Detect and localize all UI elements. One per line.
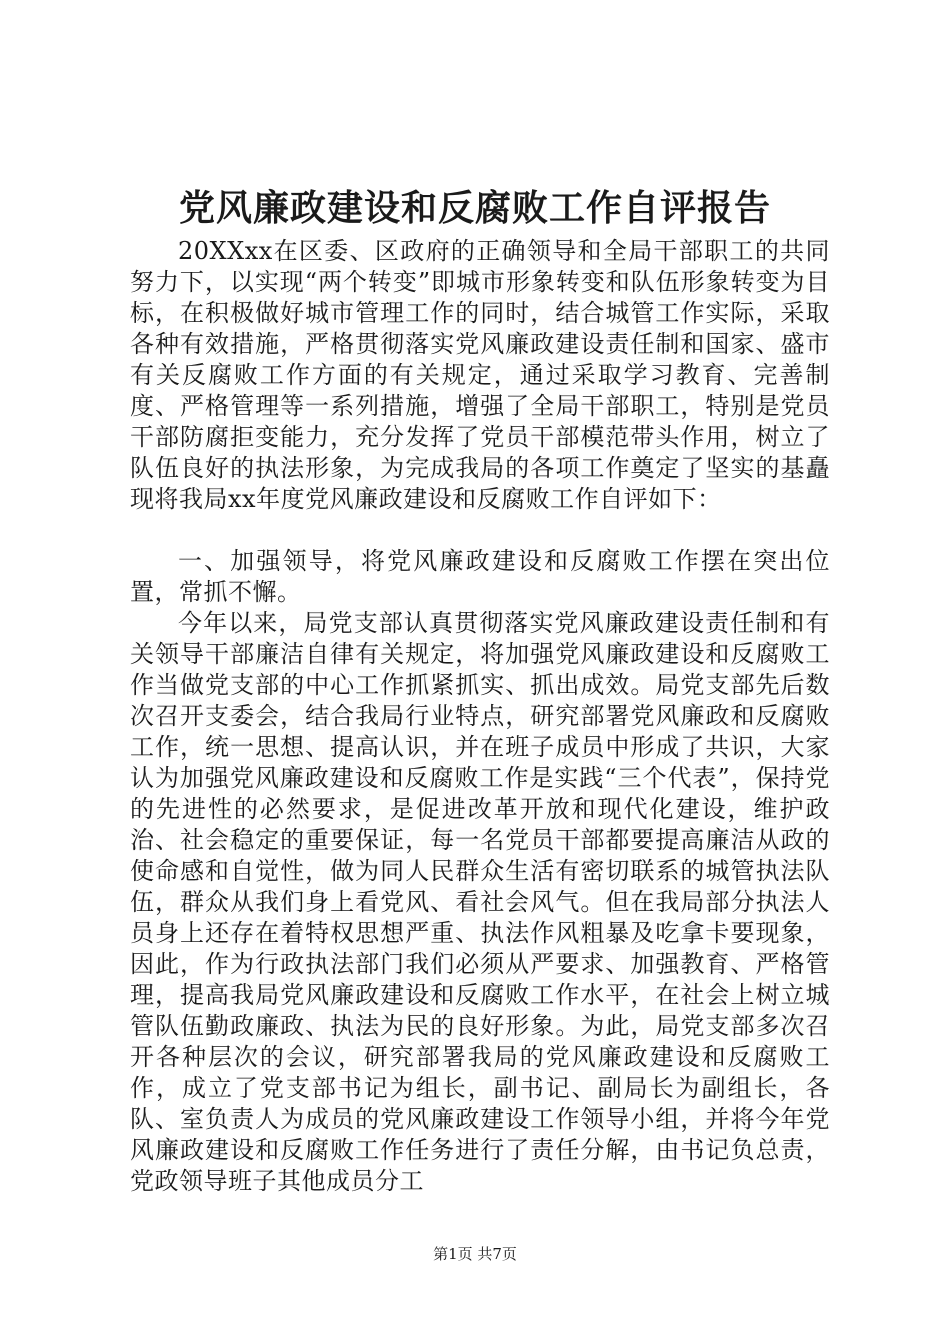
page-number: 第1页 共7页 xyxy=(433,1245,517,1263)
intro-paragraph: 20XXxx在区委、区政府的正确领导和全局干部职工的共同努力下，以实现“两个转变”即城市形象转变和队伍形象转变为目标，在积极做好城市管理工作的同时，结合城管工作实际，采取各种有效措施，严格贯彻落实党风廉政建设责任制和国家、盛市有关反腐败工作方面的有关规定，通过采取学习教育、完善制度、严格管理等一系列措施，增强了全局干部职工，特别是党员干部防腐拒变能力，充分发挥了党员干部模范带头作用，树立了队伍良好的执法形象，为完成我局的各项工作奠定了坚实的基矗现将我局xx年度党风廉政建设和反腐败工作自评如下： xyxy=(130,237,830,513)
document-body xyxy=(130,236,830,1197)
section-heading-1: 一、加强领导，将党风廉政建设和反腐败工作摆在突出位置，常抓不懈。 xyxy=(130,547,830,606)
section-1-paragraph: 今年以来，局党支部认真贯彻落实党风廉政建设责任制和有关领导干部廉洁自律有关规定，将加强党风廉政建设和反腐败工作当做党支部的中心工作抓紧抓实、抓出成效。局党支部先后数次召开支委会，结合我局行业特点，研究部署党风廉政和反腐败工作，统一思想、提高认识，并在班子成员中形成了共识，大家认为加强党风廉政建设和反腐败工作是实践“三个代表”，保持党的先进性的必然要求，是促进改革开放和现代化建设，维护政治、社会稳定的重要保证，每一名党员干部都要提高廉洁从政的使命感和自觉性，做为同人民群众生活有密切联系的城管执法队伍，群众从我们身上看党风、看社会风气。但在我局部分执法人员身上还存在着特权思想严重、执法作风粗暴及吃拿卡要现象，因此，作为行政执法部门我们必须从严要求、加强教育、严格管理，提高我局党风廉政建设和反腐败工作水平，在社会上树立城管队伍勤政廉政、执法为民的良好形象。为此，局党支部多次召开各种层次的会议，研究部署我局的党风廉政建设和反腐败工作，成立了党支部书记为组长，副书记、副局长为副组长，各队、室负责人为成员的党风廉政建设工作领导小组，并将今年党风廉政建设和反腐败工作任务进行了责任分解，由书记负总责，党政领导班子其他成员分工 xyxy=(130,609,830,1195)
document-title: 党风廉政建设和反腐败工作自评报告 xyxy=(178,187,771,229)
